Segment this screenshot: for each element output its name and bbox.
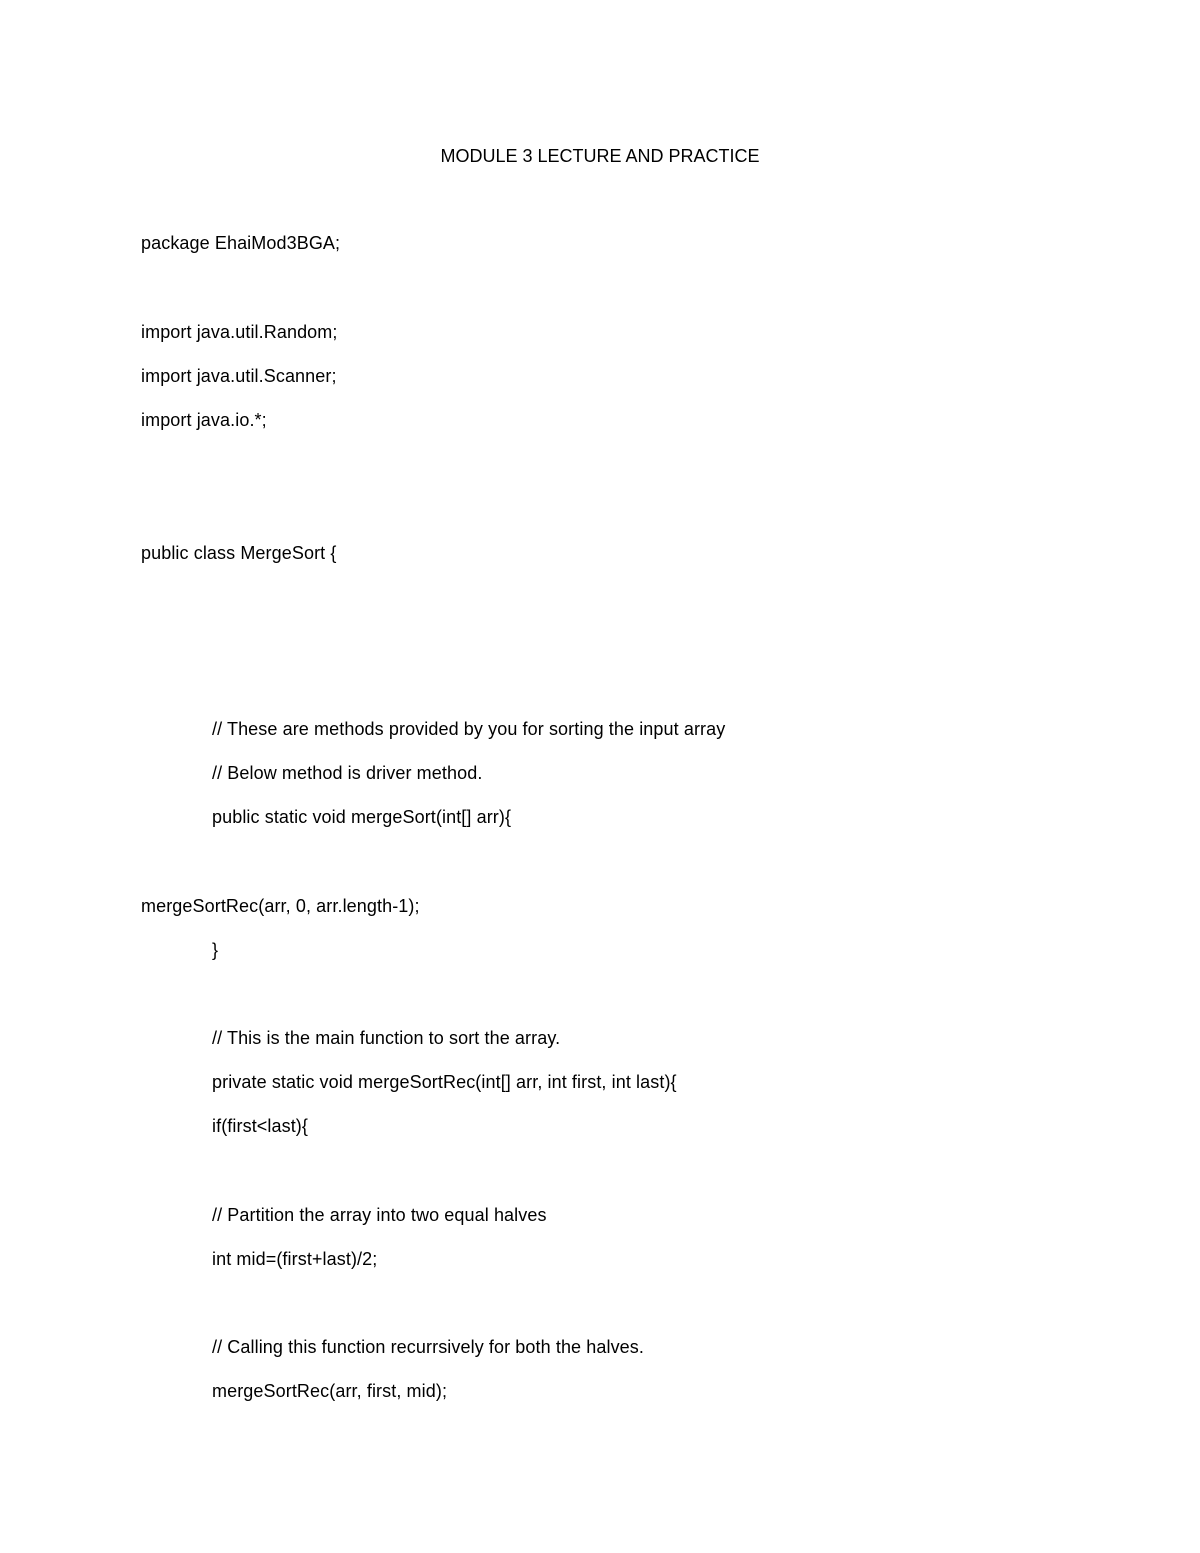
code-line-closing-brace: } — [212, 940, 219, 960]
code-line-comment-recursive: // Calling this function recurrsively for both the halves. — [212, 1337, 644, 1357]
code-line-recursive-call: mergeSortRec(arr, first, mid); — [212, 1381, 448, 1401]
code-line-comment-methods: // These are methods provided by you for sorting the input array — [212, 719, 726, 739]
code-line-comment-driver: // Below method is driver method. — [212, 763, 483, 783]
code-line-if-condition: if(first<last){ — [212, 1116, 309, 1136]
code-line-package: package EhaiMod3BGA; — [141, 233, 341, 253]
code-line-comment-partition: // Partition the array into two equal halves — [212, 1205, 547, 1225]
code-line-mergesortrec-call: mergeSortRec(arr, 0, arr.length-1); — [141, 896, 420, 916]
code-line-mid-assignment: int mid=(first+last)/2; — [212, 1249, 378, 1269]
code-line-mergesortrec-signature: private static void mergeSortRec(int[] arr, int first, int last){ — [212, 1072, 677, 1092]
document-title: MODULE 3 LECTURE AND PRACTICE — [440, 146, 760, 166]
code-line-import-io: import java.io.*; — [141, 410, 267, 430]
code-line-class-declaration: public class MergeSort { — [141, 543, 337, 563]
code-line-mergesort-signature: public static void mergeSort(int[] arr){ — [212, 807, 512, 827]
code-line-import-random: import java.util.Random; — [141, 322, 338, 342]
code-line-import-scanner: import java.util.Scanner; — [141, 366, 337, 386]
code-line-comment-main: // This is the main function to sort the array. — [212, 1028, 561, 1048]
